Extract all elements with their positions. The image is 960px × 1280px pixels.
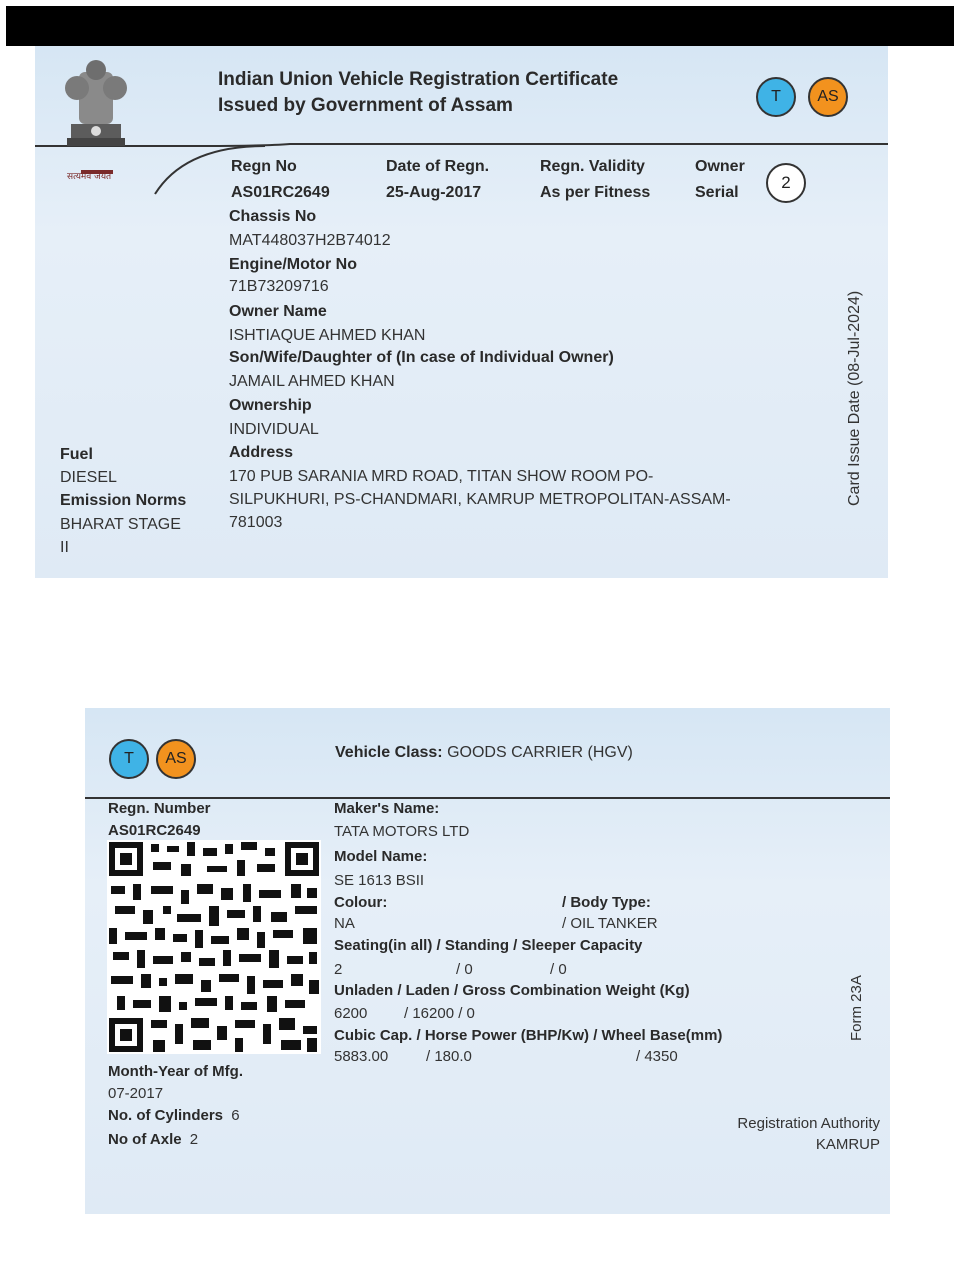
mfg-value: 07-2017	[108, 1085, 164, 1102]
maker-value: TATA MOTORS LTD	[334, 823, 470, 840]
emission-value-1: BHARAT STAGE	[60, 516, 181, 533]
colour-label: Colour:	[334, 894, 388, 911]
weight-label: Unladen / Laden / Gross Combination Weight (Kg)	[334, 982, 690, 999]
date-of-regn-value: 25-Aug-2017	[386, 184, 482, 201]
redaction-bar	[6, 6, 954, 46]
engine-label: Engine/Motor No	[229, 256, 357, 273]
fuel-value: DIESEL	[60, 469, 117, 486]
cylinders-value: 6	[231, 1107, 240, 1124]
regn-no-value: AS01RC2649	[231, 184, 330, 201]
axle-row	[108, 1131, 198, 1148]
engine-value: 71B73209716	[229, 278, 329, 295]
model-label: Model Name:	[334, 848, 428, 865]
date-of-regn-label: Date of Regn.	[386, 158, 490, 175]
state-badge: AS	[156, 739, 196, 779]
cubic-label: Cubic Cap. / Horse Power (BHP/Kw) / Wheel Base(mm)	[334, 1027, 723, 1044]
axle-value: 2	[189, 1131, 199, 1148]
emission-label: Emission Norms	[60, 492, 187, 509]
regn-number-value: AS01RC2649	[108, 822, 201, 839]
fuel-label: Fuel	[60, 446, 93, 463]
ownership-label: Ownership	[229, 397, 312, 414]
axle-label: No of Axle	[108, 1131, 182, 1148]
relation-label: Son/Wife/Daughter of (In case of Individual Owner)	[229, 349, 614, 366]
mfg-label: Month-Year of Mfg.	[108, 1063, 243, 1080]
seating-label: Seating(in all) / Standing / Sleeper Capacity	[334, 937, 643, 954]
t-badge: T	[109, 739, 149, 779]
form-number: Form 23A	[848, 975, 865, 1041]
chassis-label: Chassis No	[229, 208, 317, 225]
certificate-title	[218, 67, 618, 119]
vehicle-class-value: GOODS CARRIER (HGV)	[447, 744, 633, 761]
qr-code-icon	[107, 840, 321, 1054]
regn-number-label: Regn. Number	[108, 800, 211, 817]
rc-card-front	[35, 46, 888, 578]
unladen-value: 6200	[334, 1005, 368, 1022]
cubic-value: 5883.00	[334, 1048, 389, 1065]
emblem-motto: सत्यमेव जयते	[67, 172, 112, 182]
laden-gross-value: / 16200 / 0	[404, 1005, 475, 1022]
model-value: SE 1613 BSII	[334, 872, 425, 889]
maker-label: Maker's Name:	[334, 800, 440, 817]
owner-serial-label-1: Owner	[695, 158, 745, 175]
cylinders-row	[108, 1107, 240, 1124]
regn-validity-value: As per Fitness	[540, 184, 651, 201]
address-line-1: 170 PUB SARANIA MRD ROAD, TITAN SHOW ROOM PO-	[229, 468, 654, 485]
rc-card-back	[85, 708, 890, 1214]
state-badge: AS	[808, 77, 848, 117]
seating-value: 2	[334, 961, 343, 978]
standing-value: / 0	[456, 961, 473, 978]
authority-label: Registration Authority	[737, 1115, 880, 1132]
ownership-value: INDIVIDUAL	[229, 421, 319, 438]
ashoka-emblem-icon	[57, 58, 135, 183]
regn-validity-label: Regn. Validity	[540, 158, 645, 175]
owner-serial-label-2: Serial	[695, 184, 739, 201]
regn-no-label: Regn No	[231, 158, 297, 175]
body-type-value: / OIL TANKER	[562, 915, 658, 932]
t-badge: T	[756, 77, 796, 117]
vehicle-class	[335, 744, 633, 762]
owner-name-label: Owner Name	[229, 303, 327, 320]
owner-serial-value: 2	[766, 163, 806, 203]
card-issue-date: Card Issue Date (08-Jul-2024)	[846, 290, 863, 506]
relation-value: JAMAIL AHMED KHAN	[229, 373, 395, 390]
wheel-base-value: / 4350	[636, 1048, 678, 1065]
sleeper-value: / 0	[550, 961, 567, 978]
emission-value-2: II	[60, 539, 69, 556]
address-line-3: 781003	[229, 514, 283, 531]
title-line-2: Issued by Government of Assam	[218, 95, 513, 116]
vehicle-class-label: Vehicle Class:	[335, 744, 443, 761]
owner-name-value: ISHTIAQUE AHMED KHAN	[229, 327, 426, 344]
body-type-label: / Body Type:	[562, 894, 651, 911]
chassis-value: MAT448037H2B74012	[229, 232, 391, 249]
horse-power-value: / 180.0	[426, 1048, 472, 1065]
cylinders-label: No. of Cylinders	[108, 1107, 224, 1124]
colour-value: NA	[334, 915, 355, 932]
title-line-1: Indian Union Vehicle Registration Certificate	[218, 69, 619, 90]
address-label: Address	[229, 444, 294, 461]
authority-value: KAMRUP	[815, 1136, 880, 1153]
address-line-2: SILPUKHURI, PS-CHANDMARI, KAMRUP METROPOLITAN-ASSAM-	[229, 491, 731, 508]
